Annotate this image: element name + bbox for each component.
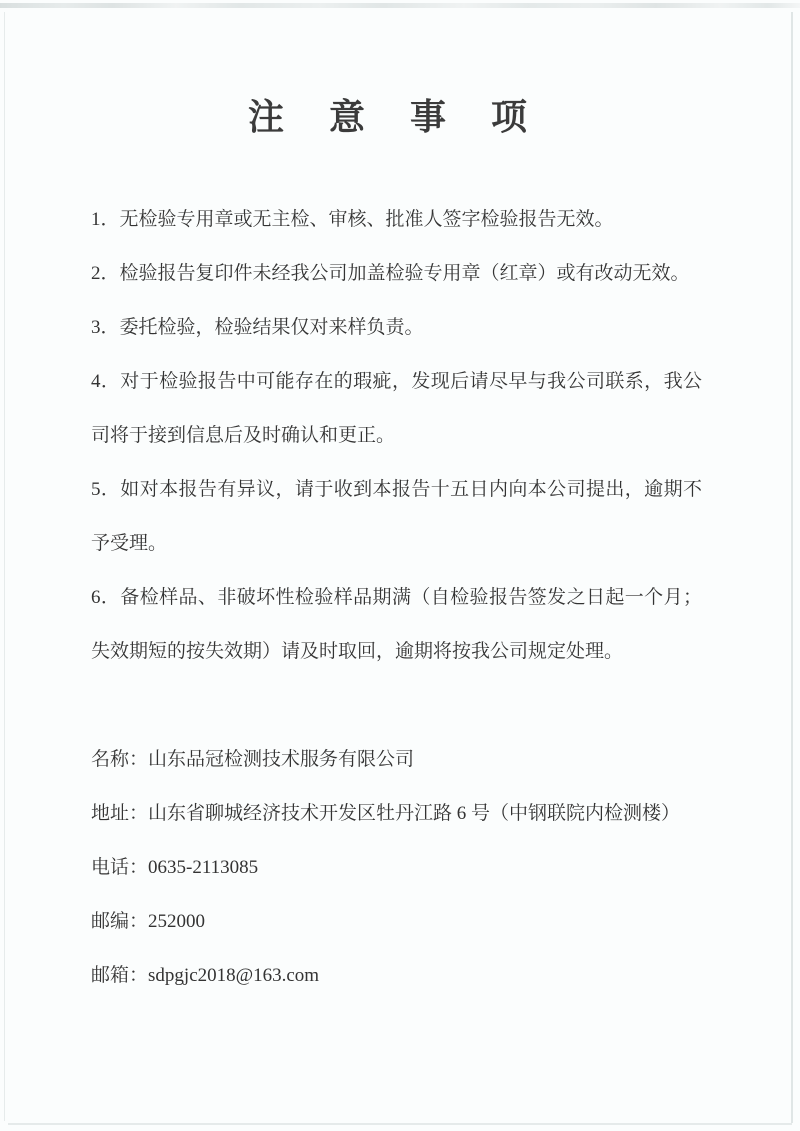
company-email-value: sdpgjc2018@163.com: [148, 965, 320, 986]
company-address-row: [91, 787, 702, 841]
company-name-value: 山东品冠检测技术服务有限公司: [148, 749, 415, 770]
note-item-3: 3．委托检验，检验结果仅对来样负责。: [91, 317, 424, 338]
company-address-value: 山东省聊城经济技术开发区牡丹江路 6 号（中钢联院内检测楼）: [148, 803, 681, 824]
company-phone-label: 电话：: [91, 857, 149, 878]
company-name-row: [91, 733, 702, 787]
company-email-label: 邮箱：: [91, 965, 149, 986]
scan-edge-left: [4, 12, 5, 1121]
scan-edge-right: [791, 12, 793, 1123]
note-item-6: 6．备检样品、非破坏性检验样品期满（自检验报告签发之日起一个月；失效期短的按失效期）请及时取回，逾期将按我公司规定处理。: [91, 587, 702, 662]
company-address-label: 地址：: [91, 803, 149, 824]
company-email-row: [91, 949, 702, 1003]
note-item-5: 5．如对本报告有异议，请于收到本报告十五日内向本公司提出，逾期不予受理。: [91, 479, 702, 554]
company-phone-value: 0635-2113085: [148, 857, 259, 878]
company-zip-label: 邮编：: [91, 911, 149, 932]
note-item-1: 1．无检验专用章或无主检、审核、批准人签字检验报告无效。: [91, 209, 614, 230]
page-title: 注 意 事 项: [247, 97, 545, 137]
scan-edge-bottom: [8, 1123, 792, 1125]
company-contact-block: [91, 733, 702, 1003]
company-zip-value: 252000: [148, 911, 206, 932]
company-phone-row: [91, 841, 702, 895]
company-name-label: 名称：: [91, 749, 149, 770]
document-content: [91, 95, 702, 1003]
company-zip-row: [91, 895, 702, 949]
note-item-2: 2．检验报告复印件未经我公司加盖检验专用章（红章）或有改动无效。: [91, 263, 690, 284]
scan-edge-top: [0, 3, 800, 8]
note-item-4: 4．对于检验报告中可能存在的瑕疵，发现后请尽早与我公司联系，我公司将于接到信息后及时确认和更正。: [91, 371, 702, 446]
notes-list: [91, 193, 702, 679]
